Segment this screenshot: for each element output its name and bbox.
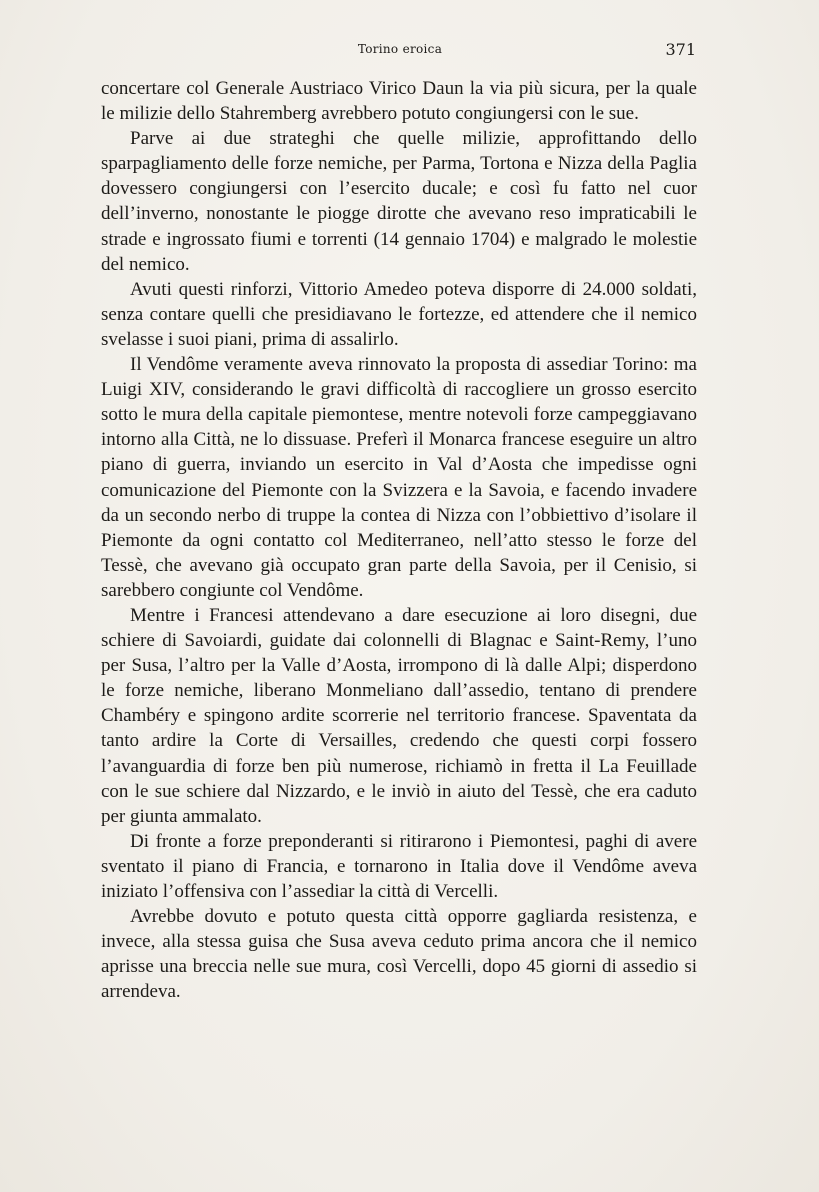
running-head <box>100 40 700 64</box>
paragraph-7: Avrebbe dovuto e potuto questa città opporre gagliarda resistenza, e invece, alla stessa guisa che Susa aveva ceduto prima ancora che il nemico aprisse una breccia nelle sue mura, così Vercelli, dopo 45 giorni di assedio si arrendeva. <box>101 906 697 1003</box>
paragraph-2: Parve ai due strateghi che quelle milizie, approfittando dello sparpagliamento delle forze nemiche, per Parma, Tortona e Nizza della Paglia dovessero congiungersi con l’esercito ducale; e così fu fatto nel cuor dell’inverno, nonostante le piogge dirotte che avevano reso impraticabili le strade e ingrossato fiumi e torrenti (14 gennaio 1704) e malgrado le molestie del nemico. <box>101 128 697 275</box>
paragraph-3: Avuti questi rinforzi, Vittorio Amedeo poteva disporre di 24.000 soldati, senza contare quelli che presidiavano le fortezze, ed attendere che il nemico svelasse i suoi piani, prima di assalirlo. <box>101 278 697 350</box>
running-title: Torino eroica <box>357 42 443 56</box>
paragraph-5: Mentre i Francesi attendevano a dare esecuzione ai loro disegni, due schiere di Savoiardi, guidate dai colonnelli di Blagnac e Saint-Remy, l’uno per Susa, l’altro per la Valle d’Aosta, irrompono di là dalle Alpi; disperdono le forze nemiche, liberano Monmeliano dall’assedio, tentano di prendere Chambéry e spingono ardite scorrerie nel territorio francese. Spaventata da tanto ardire la Corte di Versailles, credendo che questi corpi fossero l’avanguardia di forze ben più numerose, richiamò in fretta il La Feuillade con le sue schiere dal Nizzardo, e le inviò in aiuto del Tessè, che era caduto per giunta ammalato. <box>101 604 697 827</box>
page-number: 371 <box>665 40 696 59</box>
paragraph-1: concertare col Generale Austriaco Virico Daun la via più sicura, per la quale le milizie dello Stahremberg avrebbero potuto congiungersi con le sue. <box>101 78 697 125</box>
body-text <box>101 76 697 1004</box>
paragraph-6: Di fronte a forze preponderanti si ritirarono i Piemontesi, paghi di avere sventato il piano di Francia, e tornarono in Italia dove il Vendôme aveva iniziato l’offensiva con l’assediar la città di Vercelli. <box>101 830 697 902</box>
paragraph-4: Il Vendôme veramente aveva rinnovato la proposta di assediar Torino: ma Luigi XIV, considerando le gravi difficoltà di raccogliere un grosso esercito sotto le mura della capitale piemontese, mentre notevoli forze campeggiavano intorno alla Città, ne lo dissuase. Preferì il Monarca francese eseguire un altro piano di guerra, inviando un esercito in Val d’Aosta che impedisse ogni comunicazione del Piemonte con la Svizzera e la Savoia, e facendo invadere da un secondo nerbo di truppe la contea di Nizza con l’obbiettivo d’isolare il Piemonte da ogni contatto col Mediterraneo, nell’atto stesso le forze del Tessè, che avevano già occupato gran parte della Savoia, per il Cenisio, si sarebbero congiunte col Vendôme. <box>101 354 697 601</box>
